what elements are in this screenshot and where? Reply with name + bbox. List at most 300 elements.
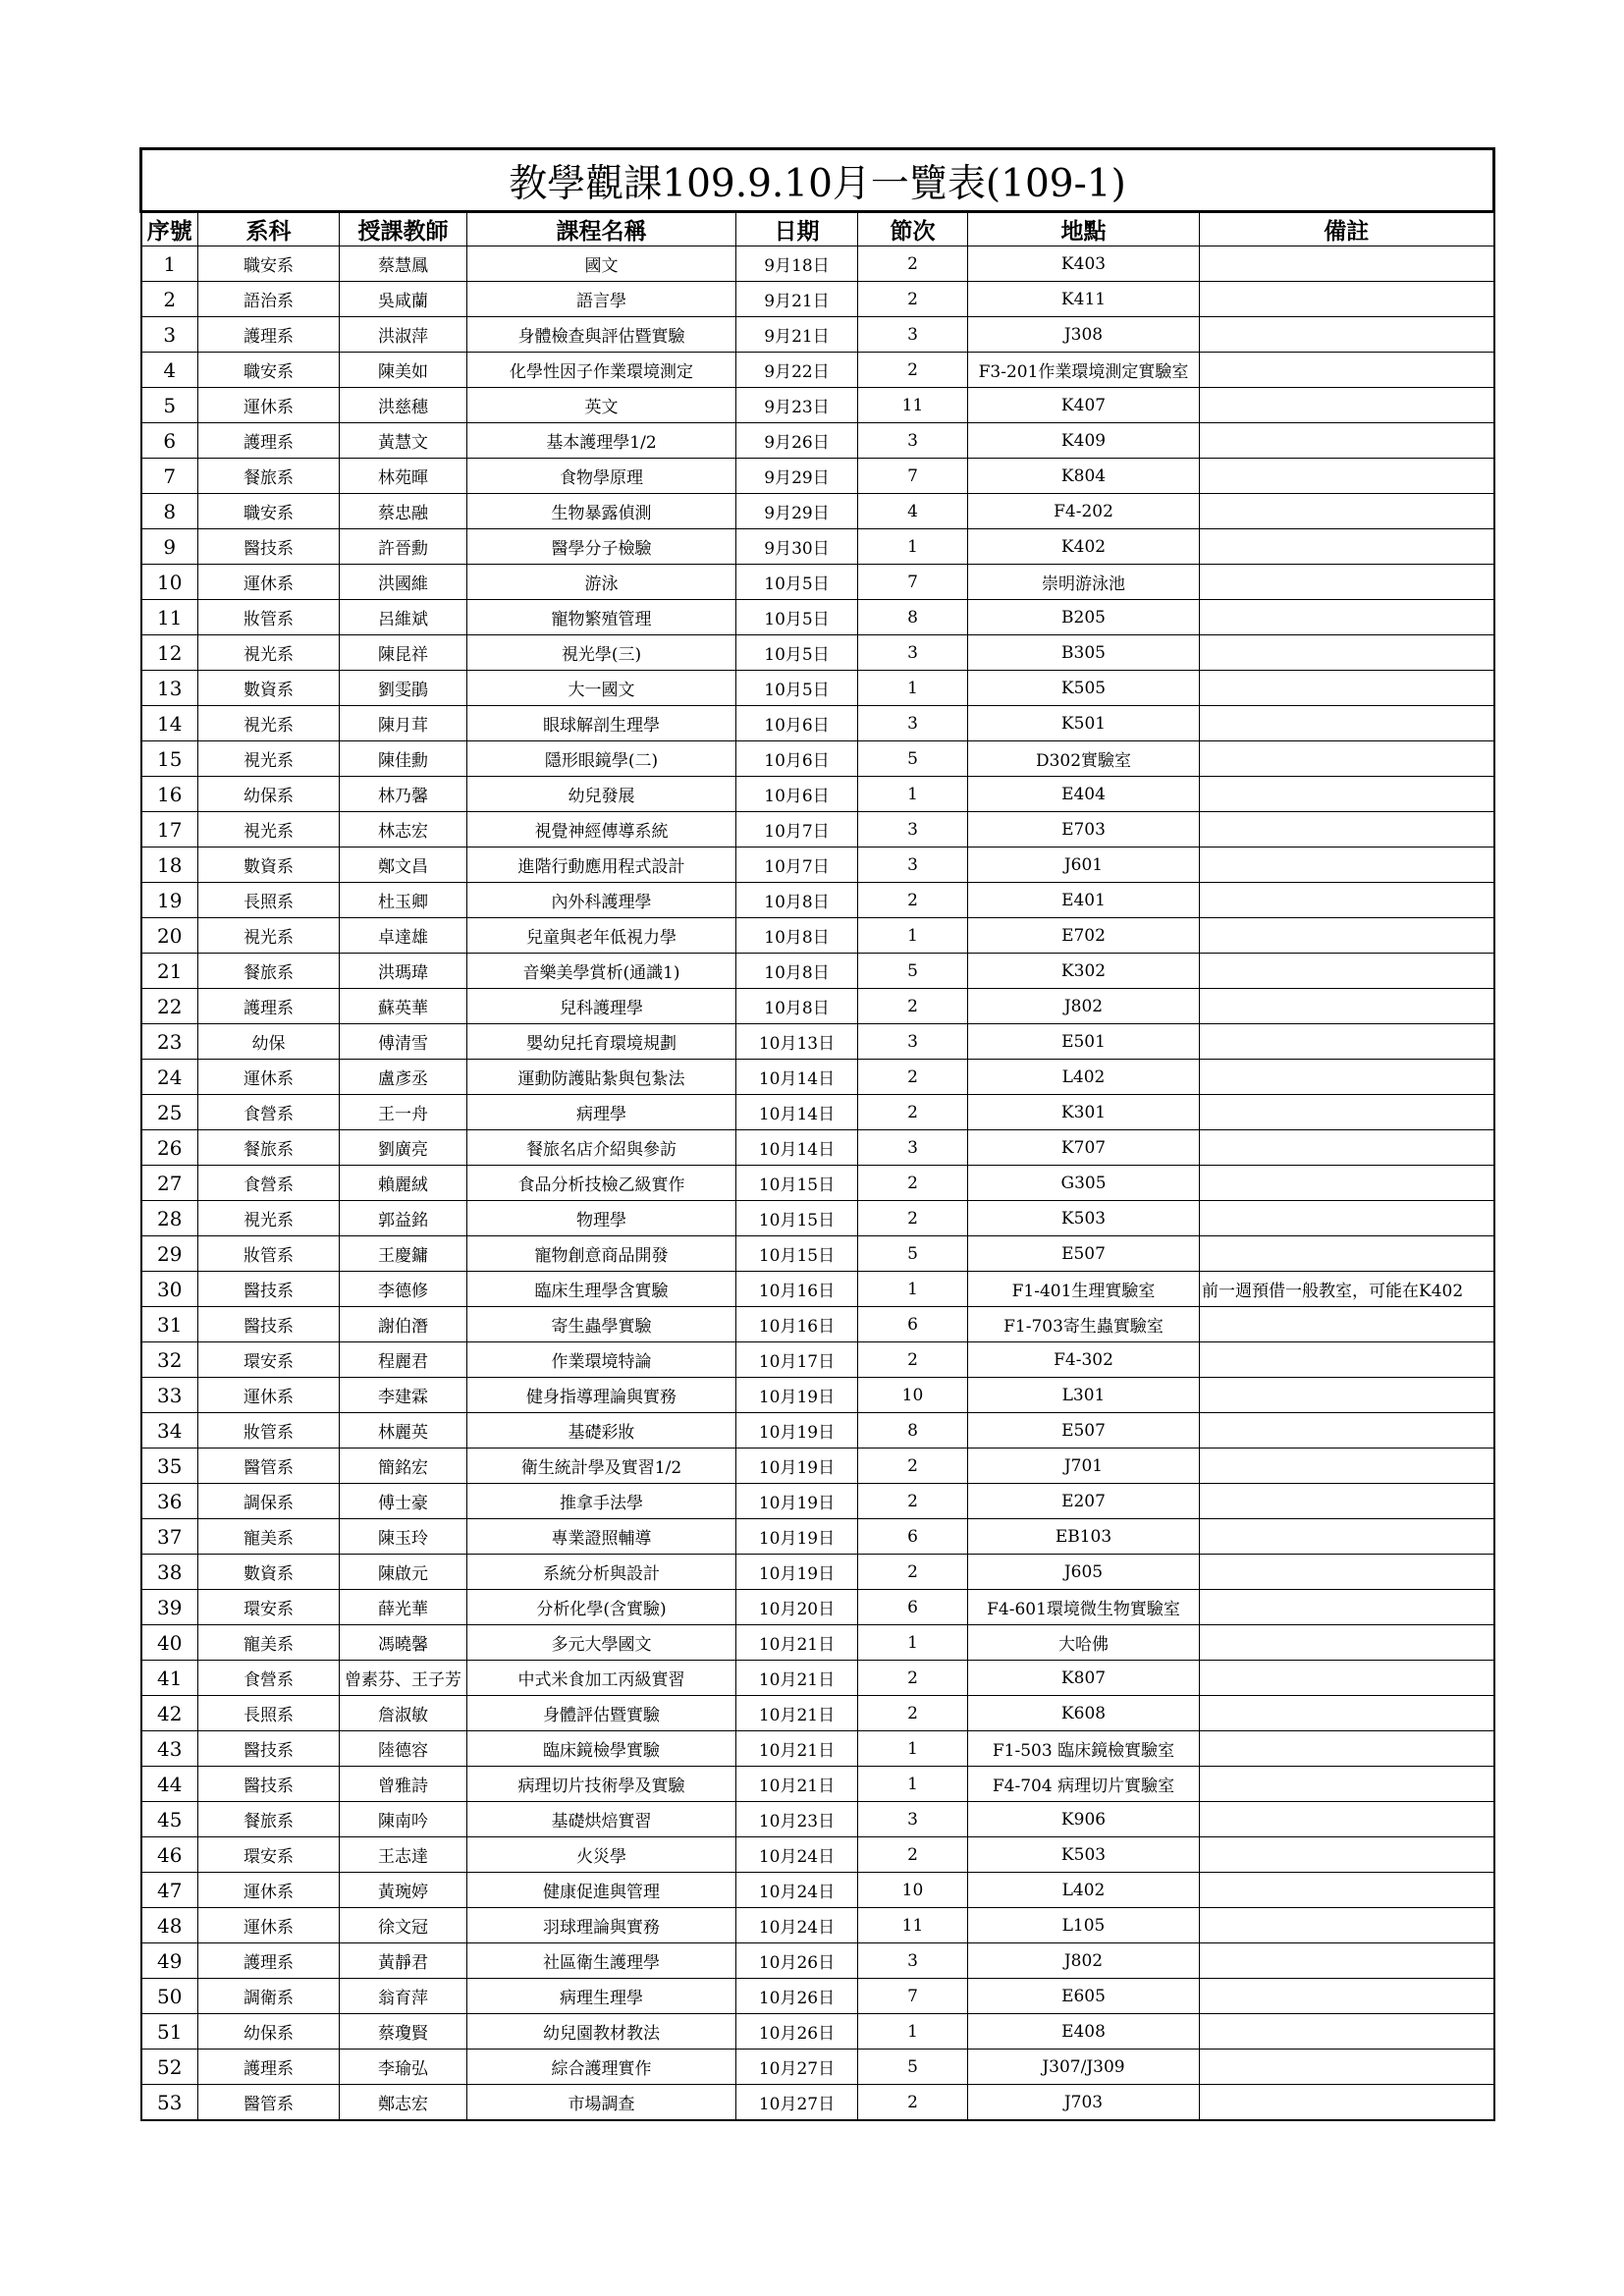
period-cell: 2 bbox=[858, 1837, 968, 1873]
location-cell: J601 bbox=[968, 847, 1200, 883]
table-row bbox=[141, 1130, 1494, 1166]
location-cell: F1-503 臨床鏡檢實驗室 bbox=[968, 1731, 1200, 1767]
date-cell: 10月19日 bbox=[736, 1413, 858, 1449]
location-cell: J703 bbox=[968, 2085, 1200, 2121]
table-body bbox=[141, 246, 1494, 2121]
table-row bbox=[141, 1555, 1494, 1590]
remarks-cell bbox=[1200, 282, 1494, 317]
department-cell: 運休系 bbox=[198, 1378, 340, 1413]
course-name-cell: 餐旅名店介紹與參訪 bbox=[467, 1130, 736, 1166]
department-cell: 餐旅系 bbox=[198, 1802, 340, 1837]
serial-number-cell: 9 bbox=[141, 529, 198, 565]
date-cell: 10月23日 bbox=[736, 1802, 858, 1837]
location-cell: K804 bbox=[968, 459, 1200, 494]
teacher-cell: 劉雯鵑 bbox=[340, 671, 467, 706]
period-cell: 3 bbox=[858, 812, 968, 847]
remarks-cell bbox=[1200, 1625, 1494, 1661]
date-cell: 10月21日 bbox=[736, 1696, 858, 1731]
teacher-cell: 洪淑萍 bbox=[340, 317, 467, 353]
period-cell: 1 bbox=[858, 1767, 968, 1802]
date-cell: 10月21日 bbox=[736, 1731, 858, 1767]
course-name-cell: 食品分析技檢乙級實作 bbox=[467, 1166, 736, 1201]
remarks-cell bbox=[1200, 954, 1494, 989]
location-cell: B205 bbox=[968, 600, 1200, 635]
department-cell: 運休系 bbox=[198, 1060, 340, 1095]
period-cell: 1 bbox=[858, 671, 968, 706]
teacher-cell: 傅清雪 bbox=[340, 1024, 467, 1060]
table-row bbox=[141, 1413, 1494, 1449]
serial-number-cell: 32 bbox=[141, 1342, 198, 1378]
table-row bbox=[141, 1908, 1494, 1943]
teacher-cell: 林苑暉 bbox=[340, 459, 467, 494]
date-cell: 10月14日 bbox=[736, 1095, 858, 1130]
course-name-cell: 基礎彩妝 bbox=[467, 1413, 736, 1449]
remarks-cell bbox=[1200, 459, 1494, 494]
teacher-cell: 李瑜弘 bbox=[340, 2050, 467, 2085]
course-name-cell: 游泳 bbox=[467, 565, 736, 600]
course-name-cell: 中式米食加工丙級實習 bbox=[467, 1661, 736, 1696]
date-cell: 10月5日 bbox=[736, 671, 858, 706]
teacher-cell: 王慶鏞 bbox=[340, 1236, 467, 1272]
location-cell: D302實驗室 bbox=[968, 741, 1200, 777]
course-name-cell: 病理學 bbox=[467, 1095, 736, 1130]
teacher-cell: 賴麗絨 bbox=[340, 1166, 467, 1201]
table-row bbox=[141, 1024, 1494, 1060]
serial-number-cell: 44 bbox=[141, 1767, 198, 1802]
course-name-cell: 運動防護貼紮與包紮法 bbox=[467, 1060, 736, 1095]
period-cell: 2 bbox=[858, 1696, 968, 1731]
teacher-cell: 馮曉馨 bbox=[340, 1625, 467, 1661]
period-cell: 1 bbox=[858, 918, 968, 954]
serial-number-cell: 33 bbox=[141, 1378, 198, 1413]
course-name-cell: 隱形眼鏡學(二) bbox=[467, 741, 736, 777]
location-cell: J802 bbox=[968, 1943, 1200, 1979]
table-row bbox=[141, 1166, 1494, 1201]
remarks-cell bbox=[1200, 1236, 1494, 1272]
remarks-cell bbox=[1200, 1378, 1494, 1413]
period-cell: 2 bbox=[858, 1095, 968, 1130]
remarks-cell bbox=[1200, 777, 1494, 812]
serial-number-cell: 46 bbox=[141, 1837, 198, 1873]
remarks-cell bbox=[1200, 1837, 1494, 1873]
table-row bbox=[141, 1201, 1494, 1236]
remarks-cell bbox=[1200, 1908, 1494, 1943]
period-cell: 2 bbox=[858, 282, 968, 317]
serial-number-cell: 51 bbox=[141, 2014, 198, 2050]
period-cell: 2 bbox=[858, 1060, 968, 1095]
period-cell: 11 bbox=[858, 388, 968, 423]
table-row bbox=[141, 1590, 1494, 1625]
teacher-cell: 劉廣亮 bbox=[340, 1130, 467, 1166]
serial-number-cell: 38 bbox=[141, 1555, 198, 1590]
teacher-cell: 李德修 bbox=[340, 1272, 467, 1307]
department-cell: 職安系 bbox=[198, 353, 340, 388]
table-row bbox=[141, 2050, 1494, 2085]
course-name-cell: 身體評估暨實驗 bbox=[467, 1696, 736, 1731]
period-cell: 2 bbox=[858, 1661, 968, 1696]
period-cell: 3 bbox=[858, 706, 968, 741]
department-cell: 醫技系 bbox=[198, 529, 340, 565]
course-name-cell: 專業證照輔導 bbox=[467, 1519, 736, 1555]
serial-number-cell: 20 bbox=[141, 918, 198, 954]
department-cell: 運休系 bbox=[198, 1873, 340, 1908]
teacher-cell: 陳玉玲 bbox=[340, 1519, 467, 1555]
date-cell: 10月14日 bbox=[736, 1130, 858, 1166]
serial-number-cell: 1 bbox=[141, 246, 198, 282]
location-cell: L301 bbox=[968, 1378, 1200, 1413]
department-cell: 食營系 bbox=[198, 1661, 340, 1696]
serial-number-cell: 36 bbox=[141, 1484, 198, 1519]
date-cell: 10月27日 bbox=[736, 2085, 858, 2121]
period-cell: 10 bbox=[858, 1873, 968, 1908]
period-cell: 3 bbox=[858, 635, 968, 671]
department-cell: 長照系 bbox=[198, 883, 340, 918]
teacher-cell: 蔡慧鳳 bbox=[340, 246, 467, 282]
department-cell: 幼保系 bbox=[198, 777, 340, 812]
date-cell: 10月5日 bbox=[736, 600, 858, 635]
table-row bbox=[141, 989, 1494, 1024]
teacher-cell: 盧彥丞 bbox=[340, 1060, 467, 1095]
teacher-cell: 陳南吟 bbox=[340, 1802, 467, 1837]
teacher-cell: 程麗君 bbox=[340, 1342, 467, 1378]
table-row bbox=[141, 671, 1494, 706]
period-cell: 7 bbox=[858, 565, 968, 600]
date-cell: 10月15日 bbox=[736, 1166, 858, 1201]
period-cell: 3 bbox=[858, 847, 968, 883]
location-cell: J308 bbox=[968, 317, 1200, 353]
table-row bbox=[141, 812, 1494, 847]
period-cell: 2 bbox=[858, 1342, 968, 1378]
remarks-cell bbox=[1200, 1095, 1494, 1130]
remarks-cell bbox=[1200, 1802, 1494, 1837]
date-cell: 10月7日 bbox=[736, 847, 858, 883]
location-cell: K407 bbox=[968, 388, 1200, 423]
column-header-date: 日期 bbox=[736, 212, 858, 246]
serial-number-cell: 7 bbox=[141, 459, 198, 494]
remarks-cell bbox=[1200, 847, 1494, 883]
location-cell: E507 bbox=[968, 1236, 1200, 1272]
serial-number-cell: 3 bbox=[141, 317, 198, 353]
teacher-cell: 陳昆祥 bbox=[340, 635, 467, 671]
period-cell: 7 bbox=[858, 459, 968, 494]
serial-number-cell: 14 bbox=[141, 706, 198, 741]
table-row bbox=[141, 1095, 1494, 1130]
table-row bbox=[141, 1873, 1494, 1908]
course-name-cell: 國文 bbox=[467, 246, 736, 282]
date-cell: 9月22日 bbox=[736, 353, 858, 388]
period-cell: 2 bbox=[858, 1166, 968, 1201]
teacher-cell: 林志宏 bbox=[340, 812, 467, 847]
serial-number-cell: 49 bbox=[141, 1943, 198, 1979]
department-cell: 數資系 bbox=[198, 671, 340, 706]
course-name-cell: 多元大學國文 bbox=[467, 1625, 736, 1661]
date-cell: 10月21日 bbox=[736, 1767, 858, 1802]
department-cell: 餐旅系 bbox=[198, 954, 340, 989]
serial-number-cell: 34 bbox=[141, 1413, 198, 1449]
table-row bbox=[141, 706, 1494, 741]
remarks-cell bbox=[1200, 600, 1494, 635]
table-row bbox=[141, 1449, 1494, 1484]
remarks-cell bbox=[1200, 423, 1494, 459]
period-cell: 8 bbox=[858, 1413, 968, 1449]
date-cell: 9月18日 bbox=[736, 246, 858, 282]
date-cell: 10月21日 bbox=[736, 1661, 858, 1696]
period-cell: 6 bbox=[858, 1519, 968, 1555]
teacher-cell: 許晉勳 bbox=[340, 529, 467, 565]
department-cell: 環安系 bbox=[198, 1590, 340, 1625]
course-name-cell: 英文 bbox=[467, 388, 736, 423]
table-row bbox=[141, 459, 1494, 494]
table-row bbox=[141, 1802, 1494, 1837]
date-cell: 10月27日 bbox=[736, 2050, 858, 2085]
course-name-cell: 健身指導理論與實務 bbox=[467, 1378, 736, 1413]
teacher-cell: 林乃馨 bbox=[340, 777, 467, 812]
department-cell: 語治系 bbox=[198, 282, 340, 317]
period-cell: 5 bbox=[858, 954, 968, 989]
date-cell: 10月24日 bbox=[736, 1908, 858, 1943]
serial-number-cell: 10 bbox=[141, 565, 198, 600]
date-cell: 10月8日 bbox=[736, 954, 858, 989]
serial-number-cell: 4 bbox=[141, 353, 198, 388]
serial-number-cell: 13 bbox=[141, 671, 198, 706]
date-cell: 10月21日 bbox=[736, 1625, 858, 1661]
teacher-cell: 陸德容 bbox=[340, 1731, 467, 1767]
column-header-period: 節次 bbox=[858, 212, 968, 246]
period-cell: 4 bbox=[858, 494, 968, 529]
location-cell: K503 bbox=[968, 1837, 1200, 1873]
location-cell: F4-704 病理切片實驗室 bbox=[968, 1767, 1200, 1802]
table-row bbox=[141, 529, 1494, 565]
location-cell: K501 bbox=[968, 706, 1200, 741]
table-row bbox=[141, 2014, 1494, 2050]
table-row bbox=[141, 317, 1494, 353]
date-cell: 10月13日 bbox=[736, 1024, 858, 1060]
remarks-cell bbox=[1200, 1484, 1494, 1519]
teacher-cell: 黃靜君 bbox=[340, 1943, 467, 1979]
date-cell: 9月29日 bbox=[736, 459, 858, 494]
department-cell: 視光系 bbox=[198, 918, 340, 954]
department-cell: 環安系 bbox=[198, 1837, 340, 1873]
remarks-cell bbox=[1200, 671, 1494, 706]
table-row bbox=[141, 1060, 1494, 1095]
serial-number-cell: 19 bbox=[141, 883, 198, 918]
serial-number-cell: 50 bbox=[141, 1979, 198, 2014]
table-row bbox=[141, 883, 1494, 918]
column-header-teacher: 授課教師 bbox=[340, 212, 467, 246]
serial-number-cell: 37 bbox=[141, 1519, 198, 1555]
location-cell: J802 bbox=[968, 989, 1200, 1024]
serial-number-cell: 31 bbox=[141, 1307, 198, 1342]
table-row bbox=[141, 1696, 1494, 1731]
serial-number-cell: 24 bbox=[141, 1060, 198, 1095]
period-cell: 2 bbox=[858, 353, 968, 388]
remarks-cell bbox=[1200, 1661, 1494, 1696]
serial-number-cell: 30 bbox=[141, 1272, 198, 1307]
date-cell: 10月24日 bbox=[736, 1873, 858, 1908]
teacher-cell: 蔡瓊賢 bbox=[340, 2014, 467, 2050]
period-cell: 3 bbox=[858, 317, 968, 353]
period-cell: 1 bbox=[858, 2014, 968, 2050]
department-cell: 醫技系 bbox=[198, 1272, 340, 1307]
teacher-cell: 詹淑敏 bbox=[340, 1696, 467, 1731]
course-name-cell: 語言學 bbox=[467, 282, 736, 317]
department-cell: 妝管系 bbox=[198, 600, 340, 635]
course-name-cell: 基本護理學1/2 bbox=[467, 423, 736, 459]
department-cell: 護理系 bbox=[198, 989, 340, 1024]
serial-number-cell: 21 bbox=[141, 954, 198, 989]
table-row bbox=[141, 954, 1494, 989]
location-cell: E605 bbox=[968, 1979, 1200, 2014]
date-cell: 10月19日 bbox=[736, 1555, 858, 1590]
remarks-cell bbox=[1200, 1449, 1494, 1484]
teacher-cell: 洪慈穗 bbox=[340, 388, 467, 423]
teacher-cell: 呂維斌 bbox=[340, 600, 467, 635]
department-cell: 護理系 bbox=[198, 423, 340, 459]
course-name-cell: 推拿手法學 bbox=[467, 1484, 736, 1519]
serial-number-cell: 25 bbox=[141, 1095, 198, 1130]
course-name-cell: 火災學 bbox=[467, 1837, 736, 1873]
location-cell: E408 bbox=[968, 2014, 1200, 2050]
table-row bbox=[141, 353, 1494, 388]
course-name-cell: 臨床鏡檢學實驗 bbox=[467, 1731, 736, 1767]
remarks-cell: 前一週預借一般教室，可能在K402 bbox=[1200, 1272, 1494, 1307]
course-name-cell: 兒科護理學 bbox=[467, 989, 736, 1024]
location-cell: F3-201作業環境測定實驗室 bbox=[968, 353, 1200, 388]
teacher-cell: 鄭志宏 bbox=[340, 2085, 467, 2121]
table-row bbox=[141, 847, 1494, 883]
teacher-cell: 郭益銘 bbox=[340, 1201, 467, 1236]
course-name-cell: 物理學 bbox=[467, 1201, 736, 1236]
course-name-cell: 健康促進與管理 bbox=[467, 1873, 736, 1908]
location-cell: K301 bbox=[968, 1095, 1200, 1130]
location-cell: K403 bbox=[968, 246, 1200, 282]
course-name-cell: 綜合護理實作 bbox=[467, 2050, 736, 2085]
teacher-cell: 陳月茸 bbox=[340, 706, 467, 741]
table-row bbox=[141, 1837, 1494, 1873]
table-row bbox=[141, 1943, 1494, 1979]
location-cell: K302 bbox=[968, 954, 1200, 989]
course-name-cell: 作業環境特論 bbox=[467, 1342, 736, 1378]
remarks-cell bbox=[1200, 1166, 1494, 1201]
serial-number-cell: 11 bbox=[141, 600, 198, 635]
remarks-cell bbox=[1200, 1590, 1494, 1625]
course-name-cell: 內外科護理學 bbox=[467, 883, 736, 918]
department-cell: 食營系 bbox=[198, 1166, 340, 1201]
remarks-cell bbox=[1200, 741, 1494, 777]
remarks-cell bbox=[1200, 529, 1494, 565]
column-header-location: 地點 bbox=[968, 212, 1200, 246]
remarks-cell bbox=[1200, 1307, 1494, 1342]
date-cell: 10月20日 bbox=[736, 1590, 858, 1625]
course-name-cell: 視光學(三) bbox=[467, 635, 736, 671]
location-cell: K505 bbox=[968, 671, 1200, 706]
serial-number-cell: 2 bbox=[141, 282, 198, 317]
table-row bbox=[141, 1767, 1494, 1802]
date-cell: 10月8日 bbox=[736, 918, 858, 954]
period-cell: 2 bbox=[858, 1555, 968, 1590]
serial-number-cell: 16 bbox=[141, 777, 198, 812]
remarks-cell bbox=[1200, 246, 1494, 282]
teacher-cell: 曾雅詩 bbox=[340, 1767, 467, 1802]
period-cell: 6 bbox=[858, 1590, 968, 1625]
location-cell: F4-601環境微生物實驗室 bbox=[968, 1590, 1200, 1625]
course-name-cell: 社區衛生護理學 bbox=[467, 1943, 736, 1979]
course-name-cell: 生物暴露偵測 bbox=[467, 494, 736, 529]
department-cell: 寵美系 bbox=[198, 1625, 340, 1661]
table-row bbox=[141, 388, 1494, 423]
teacher-cell: 陳啟元 bbox=[340, 1555, 467, 1590]
course-name-cell: 寵物創意商品開發 bbox=[467, 1236, 736, 1272]
course-name-cell: 眼球解剖生理學 bbox=[467, 706, 736, 741]
department-cell: 幼保系 bbox=[198, 2014, 340, 2050]
remarks-cell bbox=[1200, 635, 1494, 671]
department-cell: 幼保 bbox=[198, 1024, 340, 1060]
period-cell: 11 bbox=[858, 1908, 968, 1943]
period-cell: 5 bbox=[858, 741, 968, 777]
date-cell: 10月26日 bbox=[736, 2014, 858, 2050]
page-title: 教學觀課109.9.10月一覽表(109-1) bbox=[141, 149, 1494, 212]
location-cell: L105 bbox=[968, 1908, 1200, 1943]
teacher-cell: 洪國維 bbox=[340, 565, 467, 600]
serial-number-cell: 15 bbox=[141, 741, 198, 777]
date-cell: 9月21日 bbox=[736, 282, 858, 317]
serial-number-cell: 23 bbox=[141, 1024, 198, 1060]
course-name-cell: 兒童與老年低視力學 bbox=[467, 918, 736, 954]
location-cell: G305 bbox=[968, 1166, 1200, 1201]
teacher-cell: 李建霖 bbox=[340, 1378, 467, 1413]
department-cell: 調衛系 bbox=[198, 1979, 340, 2014]
department-cell: 醫技系 bbox=[198, 1307, 340, 1342]
date-cell: 10月5日 bbox=[736, 565, 858, 600]
date-cell: 10月19日 bbox=[736, 1378, 858, 1413]
date-cell: 10月15日 bbox=[736, 1201, 858, 1236]
remarks-cell bbox=[1200, 1943, 1494, 1979]
table-row bbox=[141, 1484, 1494, 1519]
table-row bbox=[141, 918, 1494, 954]
serial-number-cell: 22 bbox=[141, 989, 198, 1024]
course-name-cell: 市場調查 bbox=[467, 2085, 736, 2121]
teacher-cell: 徐文冠 bbox=[340, 1908, 467, 1943]
date-cell: 9月29日 bbox=[736, 494, 858, 529]
serial-number-cell: 45 bbox=[141, 1802, 198, 1837]
table-row bbox=[141, 423, 1494, 459]
table-row bbox=[141, 246, 1494, 282]
serial-number-cell: 5 bbox=[141, 388, 198, 423]
department-cell: 妝管系 bbox=[198, 1413, 340, 1449]
date-cell: 10月16日 bbox=[736, 1272, 858, 1307]
course-name-cell: 大一國文 bbox=[467, 671, 736, 706]
department-cell: 妝管系 bbox=[198, 1236, 340, 1272]
table-row bbox=[141, 1979, 1494, 2014]
table-row bbox=[141, 282, 1494, 317]
location-cell: K503 bbox=[968, 1201, 1200, 1236]
department-cell: 醫管系 bbox=[198, 1449, 340, 1484]
teacher-cell: 翁育萍 bbox=[340, 1979, 467, 2014]
teacher-cell: 曾素芬、王子芳 bbox=[340, 1661, 467, 1696]
remarks-cell bbox=[1200, 565, 1494, 600]
location-cell: EB103 bbox=[968, 1519, 1200, 1555]
table-row bbox=[141, 1342, 1494, 1378]
course-name-cell: 醫學分子檢驗 bbox=[467, 529, 736, 565]
location-cell: E507 bbox=[968, 1413, 1200, 1449]
period-cell: 1 bbox=[858, 1625, 968, 1661]
location-cell: E401 bbox=[968, 883, 1200, 918]
department-cell: 餐旅系 bbox=[198, 459, 340, 494]
table-row bbox=[141, 2085, 1494, 2121]
period-cell: 8 bbox=[858, 600, 968, 635]
schedule-table bbox=[139, 147, 1495, 2121]
department-cell: 運休系 bbox=[198, 565, 340, 600]
